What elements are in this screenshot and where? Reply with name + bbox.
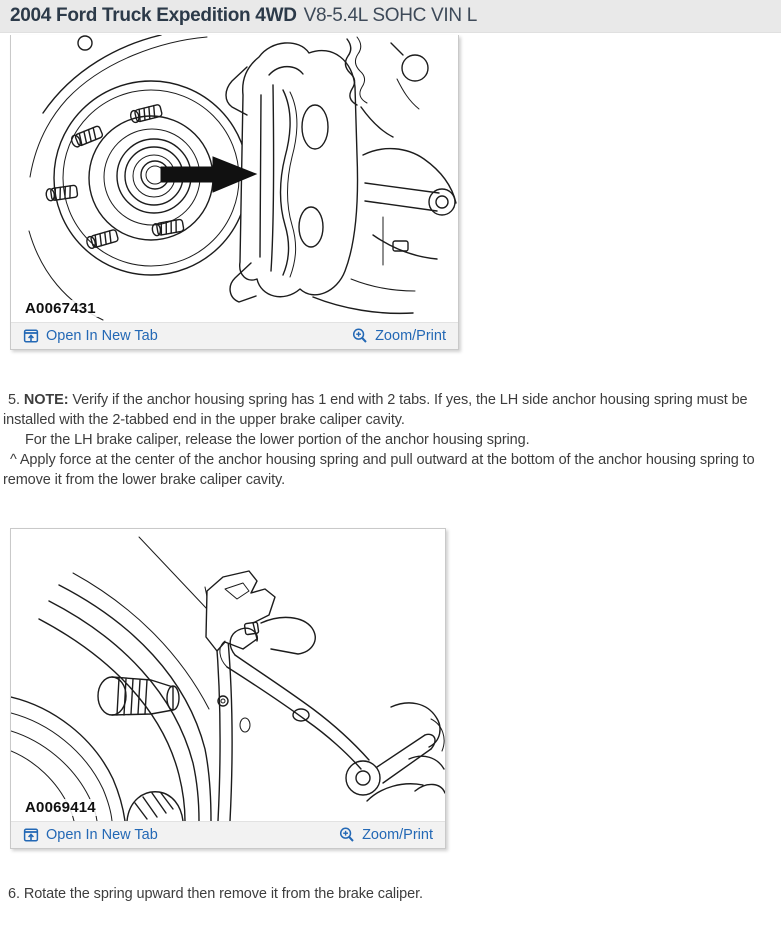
bullet-marker: ^ [10, 452, 17, 468]
open-in-new-tab-link[interactable] [23, 827, 158, 843]
zoom-print-link[interactable] [352, 328, 446, 344]
step-5-note [3, 390, 779, 430]
figure-panel-2 [10, 528, 446, 849]
vehicle-subtitle: V8-5.4L SOHC VIN L [303, 5, 478, 26]
zoom-plus-icon [339, 827, 355, 843]
open-in-new-tab-icon [23, 827, 39, 843]
figure-2-id-label: A0069414 [25, 799, 96, 816]
step-6-text: Rotate the spring upward then remove it from the brake caliper. [23, 886, 423, 902]
step-6-number: 6. [8, 886, 20, 902]
figure-2-toolbar [11, 821, 445, 848]
article-body [0, 35, 781, 924]
figure-1-toolbar [11, 322, 458, 349]
step-5-number: 5. [8, 392, 20, 408]
brake-caliper-diagram [11, 35, 458, 322]
vehicle-header [0, 0, 781, 33]
figure-1-image [11, 35, 458, 322]
figure-2-image [11, 529, 445, 821]
zoom-print-label: Zoom/Print [375, 327, 446, 344]
zoom-plus-icon [352, 328, 368, 344]
figure-panel-1 [10, 35, 459, 350]
zoom-print-link[interactable] [339, 827, 433, 843]
step-5-apply-line [3, 450, 779, 490]
zoom-print-label: Zoom/Print [362, 826, 433, 843]
step-5-apply-text: Apply force at the center of the anchor housing spring and pull outward at the bottom of the anchor housing spring to remove it from the lower brake caliper cavity. [3, 452, 755, 488]
open-in-new-tab-label: Open In New Tab [46, 327, 158, 344]
figure-1-id-label: A0067431 [25, 300, 96, 317]
step-6-instruction [3, 884, 779, 904]
step-5-note-text: Verify if the anchor housing spring has 1 end with 2 tabs. If yes, the LH side anchor housing spring must be installed with the 2-tabbed end in the upper brake caliper cavity. [3, 392, 748, 428]
step-5-instructions [3, 390, 779, 490]
open-in-new-tab-icon [23, 328, 39, 344]
open-in-new-tab-link[interactable] [23, 328, 158, 344]
note-label: NOTE: [23, 392, 69, 408]
vehicle-title: 2004 Ford Truck Expedition 4WD [10, 5, 297, 26]
step-5-release-text: For the LH brake caliper, release the lower portion of the anchor housing spring. [25, 432, 530, 448]
anchor-spring-removal-diagram [11, 529, 445, 821]
open-in-new-tab-label: Open In New Tab [46, 826, 158, 843]
